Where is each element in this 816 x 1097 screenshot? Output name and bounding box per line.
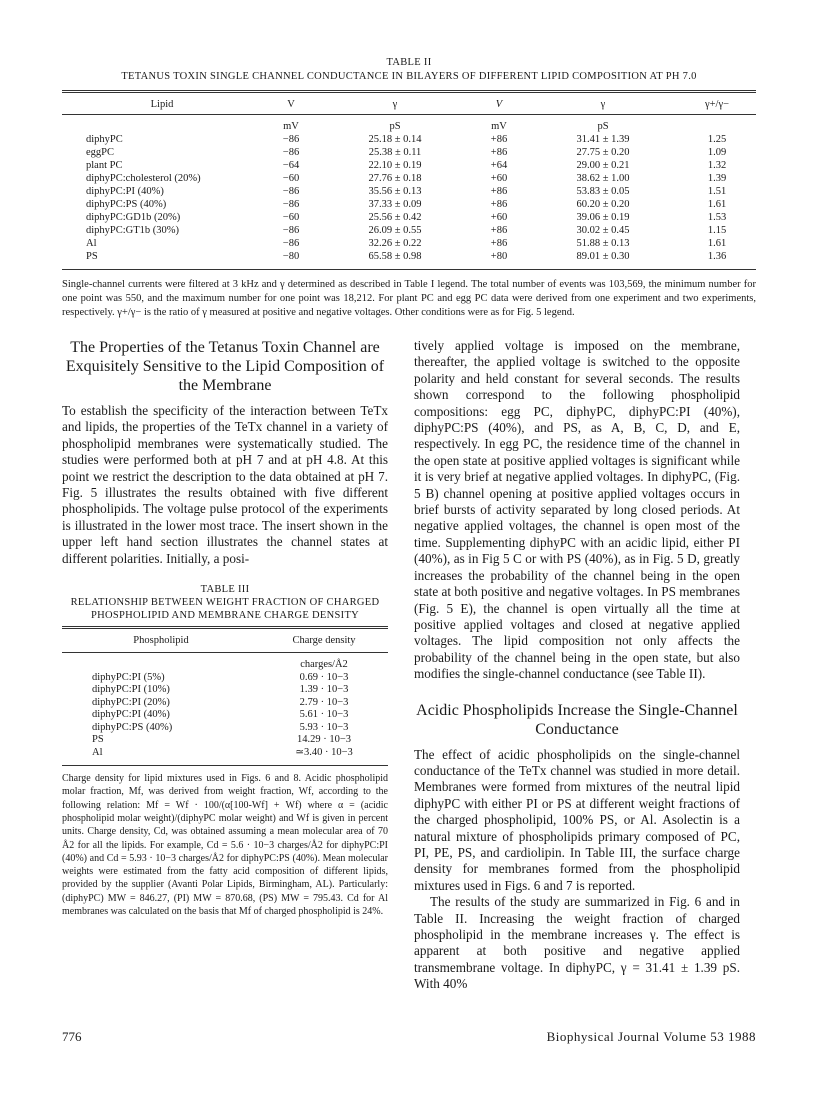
- table2-cell: eggPC: [86, 147, 115, 158]
- table2-footnote: Single-channel currents were filtered at 3 kHz and γ determined as described in Table I legend. The total number of events was 103,569, the minimum number for one point was 550, and the maximum number for one point was 18,212. For plant PC and egg PC data were derived from one experiment and two experiments, respectively. γ+/γ− is the ratio of γ measured at positive and negative voltages. Other conditions were as for Fig. 5 legend.: [62, 279, 756, 318]
- table2-cell: −64: [282, 160, 300, 171]
- table2-cell: 1.51: [707, 186, 727, 197]
- table2-cell: 1.39: [707, 173, 727, 184]
- table2-cell: 60.20 ± 0.20: [576, 199, 630, 210]
- table2-cell: 25.56 ± 0.42: [368, 212, 422, 223]
- table3-row: [62, 709, 388, 722]
- table2-cell: +60: [490, 212, 508, 223]
- table2-cell: 22.10 ± 0.19: [368, 160, 422, 171]
- table2-cell: −80: [282, 251, 300, 262]
- section1-paragraph-right: tively applied voltage is imposed on the membrane, thereafter, the applied voltage is switched to the opposite polarity and held constant for several seconds. The results shown correspond to the following phospholipid compositions: egg PC, diphyPC, diphyPC:PI (40%), diphyPC:PS (40%), and PS, as A, B, C, D, and E, respectively. In egg PC, the residence time of the channel in the open state at positive applied voltages is significant while it is very brief at negative applied voltages. In diphyPC, (Fig. 5 B) channel opening at positive applied voltages occurs in brief bursts of activity separated by long closed periods. At negative applied voltages, the channel is open most of the time. Supplementing diphyPC with an acidic lipid, either PI (40%), as in Fig 5 C or with PS (40%), as in Fig. 5 D, greatly increases the probability of the channel being in the open state at both positive and negative voltages. In PS membranes (Fig. 5 E), the channel is open virtually all the time at positive applied voltages and closed at negative applied voltages. The lipid composition not only affects the probability of the channel being in the open state, but also modifies the single-channel conductance (see Table II).: [414, 338, 740, 682]
- table2-unit: mV: [491, 121, 507, 132]
- table2-caption: [62, 56, 756, 84]
- table3-row: [62, 747, 388, 766]
- table2-cell: 37.33 ± 0.09: [368, 199, 422, 210]
- table2-unit: pS: [597, 121, 609, 132]
- table2-cell: 30.02 ± 0.45: [576, 225, 630, 236]
- section1-paragraph-left: To establish the specificity of the interaction between TeTx and lipids, the properties of the TeTx channel in a variety of phospholipid membranes were systematically studied. The studies were performed both at pH 7 and at pH 4.8. At this point we restrict the description to the data obtained at pH 7. Fig. 5 illustrates the results obtained with five different phospholipids. The voltage pulse protocol of the experiments is illustrated in the lower most trace. The insert shown in the upper left hand section illustrates the channel states at different polarities. Initially, a posi-: [62, 403, 388, 566]
- table3-caption: [62, 583, 388, 622]
- table2-cell: diphyPC: [86, 134, 123, 145]
- table2: [62, 90, 756, 269]
- table2-cell: plant PC: [86, 160, 123, 171]
- table3-unit: charges/Å2: [300, 659, 348, 671]
- section1-heading: The Properties of the Tetanus Toxin Channel are Exquisitely Sensitive to the Lipid Composition of the Membrane: [65, 339, 385, 394]
- journal-citation: Biophysical Journal Volume 53 1988: [546, 1029, 756, 1044]
- table2-cell: PS: [86, 251, 98, 262]
- table3-units-row: [62, 653, 388, 672]
- table2-header-gamma-pos: γ: [600, 99, 606, 110]
- table2-title: TETANUS TOXIN SINGLE CHANNEL CONDUCTANCE IN BILAYERS OF DIFFERENT LIPID COMPOSITION AT PH 7.0: [121, 71, 697, 82]
- table2-cell: diphyPC:PS (40%): [86, 199, 167, 210]
- table2-cell: 25.38 ± 0.11: [368, 147, 422, 158]
- table3: [62, 626, 388, 765]
- table2-cell: −86: [282, 186, 300, 197]
- table3-cell: PS: [92, 734, 104, 746]
- table2-row: [62, 159, 756, 172]
- table3-cell: 1.39 · 10−3: [299, 684, 349, 696]
- left-column: [62, 338, 388, 928]
- table2-cell: −86: [282, 134, 300, 145]
- table2-cell: −86: [282, 225, 300, 236]
- table2-cell: −86: [282, 147, 300, 158]
- table3-cell: diphyPC:PS (40%): [92, 721, 173, 733]
- section2-paragraph-1: The effect of acidic phospholipids on the single-channel conductance of the TeTx channel was studied in more detail. Membranes were formed from mixtures of the neutral lipid diphyPC with either PI or PS at different weight fractions of the charged phospholipid, 100% PS, or Al. Asolectin is a natural mixture of phospholipids primary composed of PC, PI, PE, PS, and cardiolipin. In Table III, the surface charge density for membranes formed from the phospholipid mixtures used in Figs. 6 and 7 is reported.: [414, 746, 740, 893]
- table2-cell: 1.53: [707, 212, 727, 223]
- table2-cell: +60: [490, 173, 508, 184]
- table2-cell: 53.83 ± 0.05: [576, 186, 630, 197]
- table2-cell: +64: [490, 160, 508, 171]
- table2-cell: 1.32: [707, 160, 727, 171]
- table2-cell: 26.09 ± 0.55: [368, 225, 422, 236]
- table3-title: RELATIONSHIP BETWEEN WEIGHT FRACTION OF CHARGED PHOSPHOLIPID AND MEMBRANE CHARGE DENSITY: [70, 597, 380, 622]
- table2-cell: 65.58 ± 0.98: [368, 251, 422, 262]
- table3-header-phospholipid: Phospholipid: [133, 635, 189, 647]
- table2-unit: pS: [389, 121, 401, 132]
- table2-row: [62, 237, 756, 250]
- table2-row: [62, 250, 756, 269]
- table2-header-ratio: γ+/γ−: [704, 99, 730, 110]
- table2-row: [62, 211, 756, 224]
- table2-cell: 35.56 ± 0.13: [368, 186, 422, 197]
- table2-row: [62, 185, 756, 198]
- table2-header-v-pos: V: [495, 99, 503, 110]
- table2-cell: 39.06 ± 0.19: [576, 212, 630, 223]
- table2-cell: diphyPC:GT1b (30%): [86, 225, 180, 236]
- table3-cell: ≃3.40 · 10−3: [295, 746, 353, 758]
- table3-cell: 2.79 · 10−3: [299, 696, 349, 708]
- table3-body: [62, 653, 388, 766]
- table2-header-lipid: Lipid: [150, 99, 174, 110]
- table2-row: [62, 133, 756, 146]
- table2-cell: 27.75 ± 0.20: [576, 147, 630, 158]
- table2-cell: +86: [490, 238, 508, 249]
- table3-cell: diphyPC:PI (5%): [92, 671, 165, 683]
- table2-cell: −86: [282, 238, 300, 249]
- table3-footnote: Charge density for lipid mixtures used in Figs. 6 and 8. Acidic phospholipid molar fraction, Mf, was derived from weight fraction, Wf, according to the following relation: Mf = Wf · 100/(α[100-Wf] + Wf) where α = (acidic phospholipid molar weight)/(diphyPC molar weight) and Wf is given in percent units. Charge density, Cd, was obtained assuming a mean molecular area of 70 Å2 for all the lipids. For example, Cd = 5.6 · 10−3 charges/Å2 for diphyPC:PI (40%) and Cd = 5.93 · 10−3 charges/Å2 for diphyPC:PS (40%). Mean molecular weights were estimated from the fatty acid composition of different lipids, provided by the supplier (Avanti Polar Lipids, Birmingham, AL). Particularly: (diphyPC) MW = 846.27, (PI) MW = 870.68, (PS) MW = 795.43. Cd for Al membranes was calculated on the basis that Mf of charged phospholipid is 24%.: [62, 773, 388, 918]
- table2-cell: 38.62 ± 1.00: [576, 173, 630, 184]
- table2-cell: 27.76 ± 0.18: [368, 173, 422, 184]
- table2-cell: +86: [490, 186, 508, 197]
- table2-cell: 1.15: [707, 225, 727, 236]
- table2-cell: diphyPC:PI (40%): [86, 186, 164, 197]
- table2-number: TABLE II: [386, 57, 432, 68]
- table2-cell: diphyPC:GD1b (20%): [86, 212, 181, 223]
- table2-row: [62, 198, 756, 211]
- table2-header-v-neg: V: [287, 99, 295, 110]
- table2-cell: +86: [490, 199, 508, 210]
- table3-cell: diphyPC:PI (20%): [92, 696, 170, 708]
- table3-row: [62, 722, 388, 735]
- table2-cell: +80: [490, 251, 508, 262]
- table2-cell: 1.61: [707, 238, 727, 249]
- table3-row: [62, 697, 388, 710]
- table2-cell: +86: [490, 134, 508, 145]
- table3-cell: diphyPC:PI (40%): [92, 709, 170, 721]
- page-number: 776: [62, 1029, 82, 1044]
- table3-row: [62, 672, 388, 685]
- table2-cell: 31.41 ± 1.39: [576, 134, 630, 145]
- table2-cell: +86: [490, 225, 508, 236]
- table2-cell: 25.18 ± 0.14: [368, 134, 422, 145]
- table3-header-charge-density: Charge density: [292, 635, 356, 647]
- two-column-body: [62, 338, 756, 992]
- table3-cell: 5.61 · 10−3: [299, 709, 349, 721]
- table2-cell: 51.88 ± 0.13: [576, 238, 630, 249]
- table2-cell: 1.09: [707, 147, 727, 158]
- table2-units-row: [62, 115, 756, 134]
- table3-cell: 0.69 · 10−3: [299, 671, 349, 683]
- table2-unit: mV: [283, 121, 299, 132]
- table3-row: [62, 734, 388, 747]
- table2-cell: diphyPC:cholesterol (20%): [86, 173, 201, 184]
- table2-cell: 1.61: [707, 199, 727, 210]
- table2-cell: −60: [282, 173, 300, 184]
- table3-bottom-rule: [62, 765, 388, 766]
- right-column: [414, 338, 740, 993]
- table2-header-gamma-neg: γ: [392, 99, 398, 110]
- table2-cell: Al: [86, 238, 97, 249]
- table2-cell: 32.26 ± 0.22: [368, 238, 422, 249]
- page-content: [62, 56, 756, 992]
- table2-cell: −86: [282, 199, 300, 210]
- table3-number: TABLE III: [200, 584, 250, 596]
- section2-paragraph-2: The results of the study are summarized in Fig. 6 and in Table II. Increasing the weight fraction of charged phospholipid in the membrane increases γ. The effect is apparent at both positive and negative applied transmembrane voltage. In diphyPC, γ = 31.41 ± 1.39 pS. With 40%: [414, 894, 740, 992]
- table2-bottom-rule: [62, 269, 756, 270]
- table2-row: [62, 224, 756, 237]
- table2-cell: 1.25: [707, 134, 727, 145]
- table3-cell: 14.29 · 10−3: [296, 734, 352, 746]
- section2-heading: Acidic Phospholipids Increase the Single-Channel Conductance: [416, 701, 738, 738]
- table2-cell: 29.00 ± 0.21: [576, 160, 630, 171]
- table2-cell: −60: [282, 212, 300, 223]
- table2-row: [62, 172, 756, 185]
- table2-unit: [62, 115, 262, 134]
- table2-cell: 89.01 ± 0.30: [576, 251, 630, 262]
- table3-cell: 5.93 · 10−3: [299, 721, 349, 733]
- table2-unit: [678, 115, 756, 134]
- table2-cell: 1.36: [707, 251, 727, 262]
- table2-row: [62, 146, 756, 159]
- table2-cell: +86: [490, 147, 508, 158]
- table2-body: [62, 115, 756, 270]
- table3-row: [62, 684, 388, 697]
- table3-cell: diphyPC:PI (10%): [92, 684, 170, 696]
- table3-cell: Al: [92, 746, 103, 758]
